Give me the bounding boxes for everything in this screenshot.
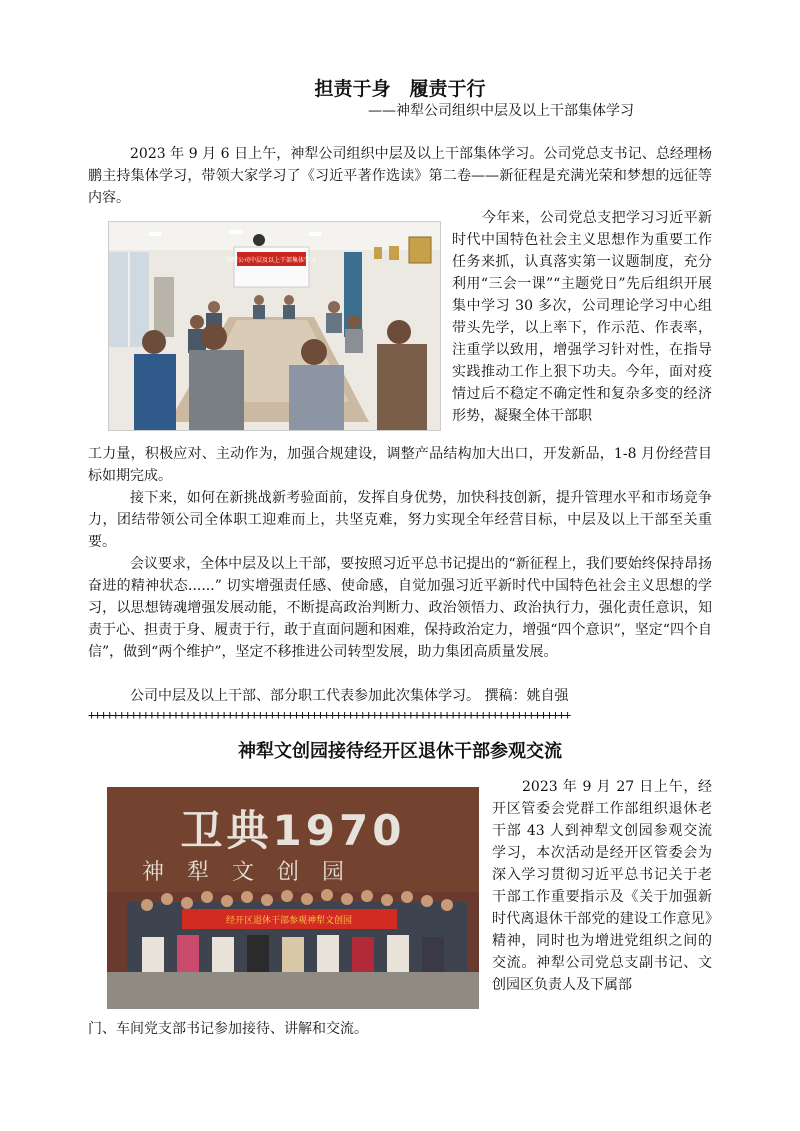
group-photo	[107, 787, 479, 1009]
article1-title: 担责于身 履责于行	[314, 78, 486, 100]
group-photo-sign-top: 卫典1970	[180, 806, 406, 855]
meeting-photo-banner: 神犁公司中层及以上干部集体学习	[225, 257, 317, 264]
article1-paragraph-1: 2023 年 9 月 6 日上午，神犁公司组织中层及以上干部集体学习。公司党总支书记、总经理杨鹏主持集体学习，带领大家学习了《习近平著作选读》第二卷——新征程是充满光荣和梦想的远征等内容。	[88, 146, 712, 206]
meeting-photo	[108, 221, 441, 431]
section-separator: ++++++++++++++++++++++++++++++++++++++++++++++++++++++++++++++++++++++++++++++++	[88, 708, 570, 722]
group-photo-sign-bottom: 神 犁 文 创 园	[142, 860, 352, 885]
article1-subtitle: ——神犁公司组织中层及以上干部集体学习	[368, 103, 634, 119]
article1-paragraph-3: 接下来，如何在新挑战新考验面前，发挥自身优势，加快科技创新，提升管理水平和市场竞争力，团结带领公司全体职工迎难而上，共坚克难，努力实现全年经营目标，中层及以上干部至关重要。	[88, 490, 712, 550]
group-photo-banner: 经开区退休干部参观神犁文创园	[225, 916, 353, 926]
article1-paragraph-2-side: 今年来，公司党总支把学习习近平新时代中国特色社会主义思想作为重要工作任务来抓，认真落实第一议题制度，充分利用“三会一课”“主题党日”先后组织开展集中学习 30 多次，公司理论学习中心组带头先学，以上率下，作示范、作表率，注重学以致用，增强学习针对性，在指导实践推动工作上狠下功夫。今年，面对疫情过后不稳定不确定性和复杂多变的经济形势，凝聚全体干部职	[452, 210, 712, 424]
article2-paragraph-1-side: 2023 年 9 月 27 日上午，经开区管委会党群工作部组织退休老干部 43 人到神犁文创园参观交流学习，本次活动是经开区管委会为深入学习贯彻习近平总书记关于老干部工作重要指示及《关于加强新时代离退休干部党的建设工作意见》精神，同时也为增进党组织之间的交流。神犁公司党总支副书记、文创园区负责人及下属部	[492, 779, 712, 993]
article1-paragraph-2-continued: 工力量，积极应对、主动作为，加强合规建设，调整产品结构加大出口，开发新品，1-8 月份经营目标如期完成。	[88, 446, 712, 484]
article2-title: 神犁文创园接待经开区退休干部参观交流	[238, 741, 562, 762]
article2-paragraph-1-continued: 门、车间党支部书记参加接待、讲解和交流。	[88, 1021, 368, 1037]
article1-paragraph-5: 公司中层及以上干部、部分职工代表参加此次集体学习。 撰稿：姚自强	[130, 688, 569, 704]
article1-paragraph-4: 会议要求，全体中层及以上干部，要按照习近平总书记提出的“新征程上，我们要始终保持昂扬奋进的精神状态......” 切实增强责任感、使命感，自觉加强习近平新时代中国特色社会主义思想的学习，以思想铸魂增强发展动能，不断提高政治判断力、政治领悟力、政治执行力，强化责任意识，知责于心、担责于身、履责于行，敢于直面问题和困难，保持政治定力，增强“四个意识”，坚定“四个自信”，做到“两个维护”，坚定不移推进公司转型发展，助力集团高质量发展。	[88, 556, 712, 660]
